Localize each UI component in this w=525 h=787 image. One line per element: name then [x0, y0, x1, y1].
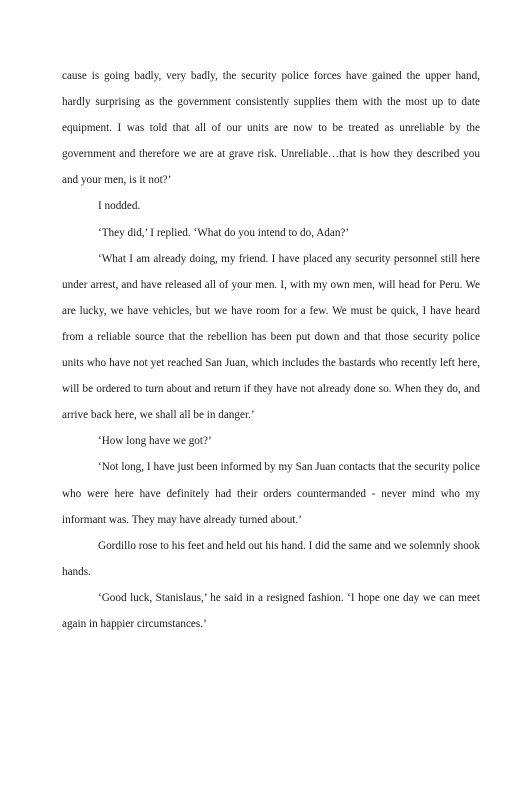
paragraph-8: ‘Good luck, Stanislaus,’ he said in a resigned fashion. ‘I hope one day we can meet again in happier circumstances.’	[62, 591, 480, 630]
paragraph-7: Gordillo rose to his feet and held out his hand. I did the same and we solemnly shook hands.	[62, 539, 480, 578]
paragraph-6: ‘Not long, I have just been informed by my San Juan contacts that the security police who were here have definitely had their orders countermanded - never mind who my informant was. They may have already turned about.’	[62, 461, 480, 526]
paragraph-1: cause is going badly, very badly, the security police forces have gained the upper hand, hardly surprising as the government consistently supplies them with the most up to date equipment. I was told that all of our units are now to be treated as unreliable by the government and therefore we are at grave risk. Unreliable…that is how they described you and your men, is it not?’	[62, 70, 480, 187]
paragraph-2: I nodded.	[98, 200, 141, 213]
paragraph-4: ‘What I am already doing, my friend. I have placed any security personnel still here under arrest, and have released all of your men. I, with my own men, will head for Peru. We are lucky, we have vehicles, but we have room for a few. We must be quick, I have heard from a reliable source that the rebellion has been put down and that those security police units who have not yet reached San Juan, which includes the bastards who recently left here, will be ordered to turn about and return if they have not already done so. When they do, and arrive back here, we shall all be in danger.’	[62, 252, 480, 422]
paragraph-3: ‘They did,’ I replied. ‘What do you intend to do, Adan?’	[98, 226, 350, 239]
body-text	[62, 63, 480, 637]
paragraph-5: ‘How long have we got?’	[98, 435, 212, 448]
